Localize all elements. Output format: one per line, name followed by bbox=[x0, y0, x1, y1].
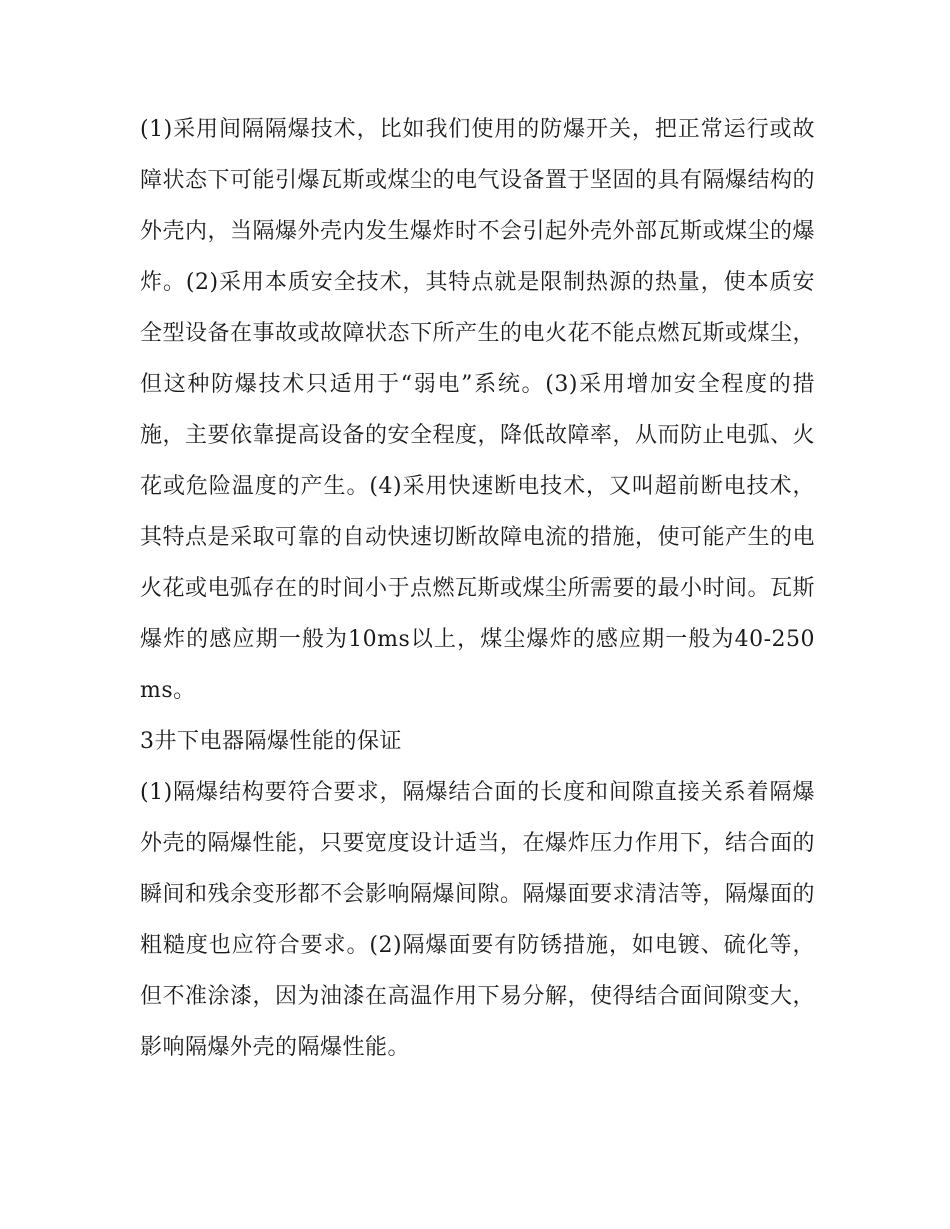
section-heading: 3井下电器隔爆性能的保证 bbox=[140, 729, 402, 754]
document-page bbox=[140, 104, 815, 1073]
paragraph-explosion-proof-techniques: (1)采用间隔隔爆技术，比如我们使用的防爆开关，把正常运行或故障状态下可能引爆瓦斯或煤尘的电气设备置于坚固的具有隔爆结构的外壳内，当隔爆外壳内发生爆炸时不会引起外壳外部瓦斯或煤尘的爆炸。(2)采用本质安全技术，其特点就是限制热源的热量，使本质安全型设备在事故或故障状态下所产生的电火花不能点燃瓦斯或煤尘，但这种防爆技术只适用于“弱电”系统。(3)采用增加安全程度的措施，主要依靠提高设备的安全程度，降低故障率，从而防止电弧、火花或危险温度的产生。(4)采用快速断电技术，又叫超前断电技术，其特点是采取可靠的自动快速切断故障电流的措施，使可能产生的电火花或电弧存在的时间小于点燃瓦斯或煤尘所需要的最小时间。瓦斯爆炸的感应期一般为10ms以上，煤尘爆炸的感应期一般为40-250ms。 bbox=[140, 117, 816, 703]
paragraph-explosion-proof-guarantee: (1)隔爆结构要符合要求，隔爆结合面的长度和间隙直接关系着隔爆外壳的隔爆性能，只要宽度设计适当，在爆炸压力作用下，结合面的瞬间和残余变形都不会影响隔爆间隙。隔爆面要求清洁等，隔爆面的粗糙度也应符合要求。(2)隔爆面要有防锈措施，如电镀、硫化等，但不准涂漆，因为油漆在高温作用下易分解，使得结合面间隙变大，影响隔爆外壳的隔爆性能。 bbox=[140, 780, 816, 1060]
